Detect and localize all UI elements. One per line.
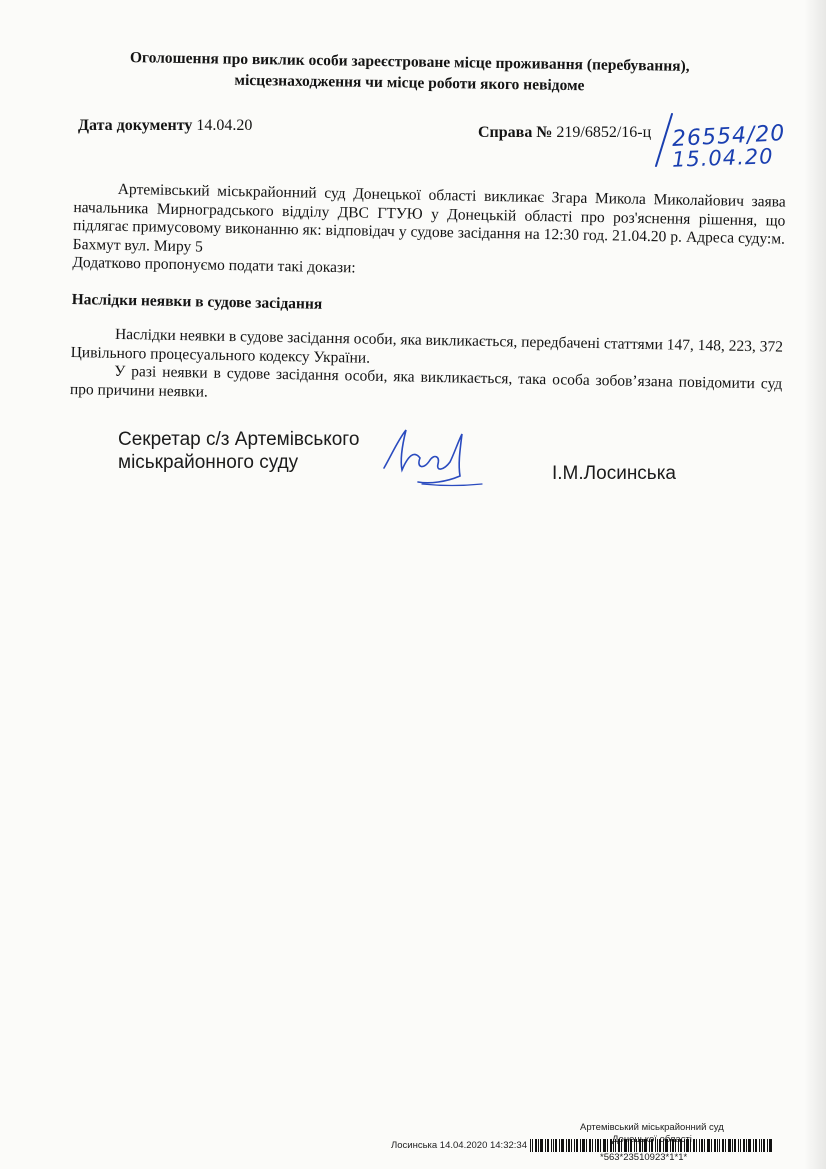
footer-region: Донецької — [612, 1134, 657, 1145]
footer-barcode-code: *563*23510923*1*1* — [600, 1152, 688, 1163]
handwritten-signature — [378, 420, 488, 492]
summons-paragraph: Артемівський міськрайонний суд Донецької області викликає Згара Микола Миколайович заява начальника Мирноградського відділу ДВС ГТУЮ у Донецькій області про роз'яснення рішення, що підлягає примусовому виконанню як: відповідач у судове засідання на 12:30 год. 21.04.20 р. Адреса суду:м. Бахмут вул. Миру 5 — [72, 180, 786, 255]
footer-court-name: Артемівський міськрайонний суд — [580, 1122, 724, 1133]
scan-edge-shadow — [804, 0, 826, 1169]
date-label: Дата документу — [78, 117, 193, 134]
document-title — [59, 46, 760, 99]
footer-signature-stamp: Лосинська 14.04.2020 14:32:34 — [391, 1140, 527, 1151]
handwritten-registration-date: 15.04.20 — [671, 144, 774, 172]
handwritten-registration-number: 26554/20 — [671, 121, 786, 152]
title-line-2: місцезнаходження чи місце роботи якого невідоме — [234, 71, 585, 95]
secretary-line-1: Секретар с/з Артемівського — [118, 429, 360, 450]
notice-body — [70, 180, 786, 413]
case-value: 219/6852/16-ц — [556, 124, 652, 141]
consequences-paragraph-2: У разі неявки в судове засідання особи, яка викликається, така особа зобов’язана повідомити суд про причини неявки. — [69, 362, 783, 401]
date-value: 14.04.20 — [196, 117, 253, 134]
section-heading: Наслідки неявки в судове засідання — [71, 290, 323, 313]
secretary-line-2: міськрайонного суду — [118, 452, 299, 473]
title-line-1: Оголошення про виклик особи зареєстроване місце проживання (перебування), — [129, 49, 690, 75]
barcode — [530, 1139, 774, 1152]
consequences-paragraph-1: Наслідки неявки в судове засідання особи, яка викликається, передбачені статтями 147, 148, 223, 372 Цивільного процесуального кодексу України. — [70, 325, 784, 367]
evidence-paragraph: Додатково пропонуємо подати такі докази: — [72, 253, 356, 277]
secretary-title — [118, 428, 359, 474]
case-label: Справа № — [478, 124, 553, 141]
case-number — [478, 124, 651, 142]
signer-name: І.М.Лосинська — [552, 463, 677, 484]
document-date — [78, 117, 252, 135]
